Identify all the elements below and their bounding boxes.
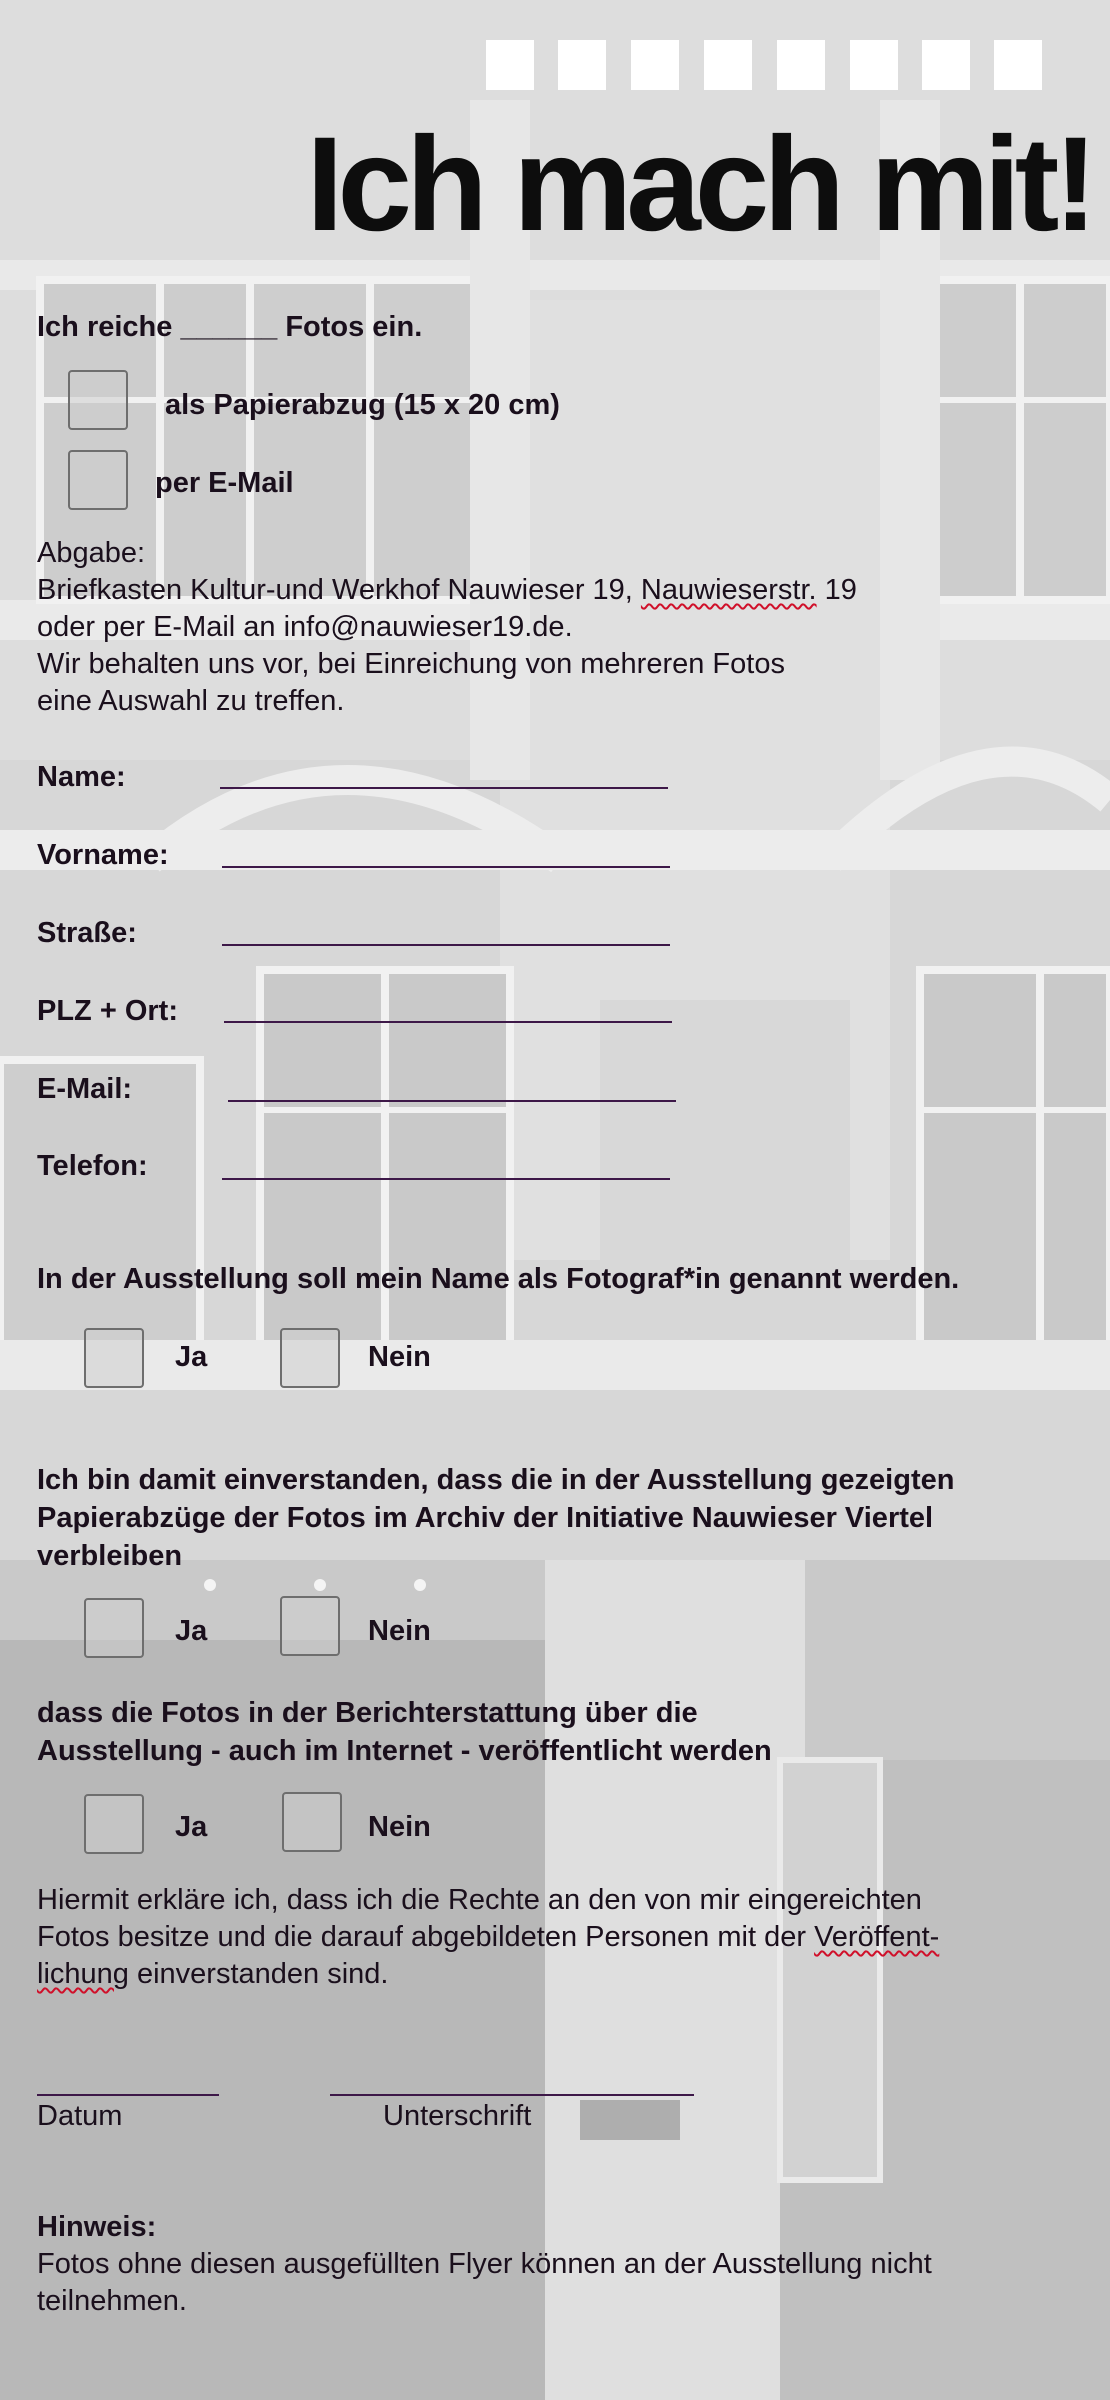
submission-line: oder per E-Mail an info@nauwieser19.de. bbox=[37, 611, 573, 643]
rights-line: Hiermit erkläre ich, dass ich die Rechte an den von mir eingereichten bbox=[37, 1884, 922, 1916]
photo-count-blank[interactable]: ______ bbox=[180, 311, 278, 343]
page-title: Ich mach mit! bbox=[306, 110, 1092, 259]
rights-hyphenated-word: Veröffent- bbox=[814, 1921, 940, 1953]
date-label: Datum bbox=[37, 2100, 123, 2132]
checkbox-q3-no[interactable] bbox=[282, 1792, 342, 1852]
q3-yes-label: Ja bbox=[175, 1811, 208, 1843]
checkbox-q3-yes[interactable] bbox=[84, 1794, 144, 1854]
submission-line: Wir behalten uns vor, bei Einreichung von mehreren Fotos bbox=[37, 648, 785, 680]
question-line: Ich bin damit einverstanden, dass die in der Ausstellung gezeigten bbox=[37, 1464, 955, 1496]
option-paper-print-label: als Papierabzug (15 x 20 cm) bbox=[165, 389, 560, 421]
perforation-square bbox=[850, 40, 898, 90]
q1-no-label: Nein bbox=[368, 1341, 431, 1373]
q2-no-label: Nein bbox=[368, 1615, 431, 1647]
field-line-telefon[interactable] bbox=[222, 1178, 670, 1180]
perforation-square bbox=[558, 40, 606, 90]
signature-label: Unterschrift bbox=[383, 2100, 532, 2132]
submission-street: Nauwieserstr. bbox=[640, 574, 817, 606]
perforation-square bbox=[994, 40, 1042, 90]
perforation-square bbox=[486, 40, 534, 90]
question-publication-consent bbox=[37, 1694, 1107, 1770]
rights-hyphenated-word-end: lichung bbox=[37, 1958, 129, 1990]
submission-line bbox=[37, 572, 1077, 609]
q1-yes-label: Ja bbox=[175, 1341, 208, 1373]
submission-info bbox=[37, 535, 1077, 720]
perforation-square bbox=[631, 40, 679, 90]
note-text bbox=[37, 2246, 1107, 2320]
question-line: verbleiben bbox=[37, 1540, 183, 1572]
field-line-vorname[interactable] bbox=[222, 866, 670, 868]
submission-line: eine Auswahl zu treffen. bbox=[37, 685, 345, 717]
field-line-email[interactable] bbox=[228, 1100, 676, 1102]
field-line-name[interactable] bbox=[220, 787, 668, 789]
submission-house-number: 19 bbox=[824, 574, 857, 606]
checkbox-paper-print[interactable] bbox=[68, 370, 128, 430]
field-label-vorname: Vorname: bbox=[37, 839, 169, 871]
signature-line[interactable] bbox=[330, 2094, 694, 2096]
q3-no-label: Nein bbox=[368, 1811, 431, 1843]
perforation-square bbox=[704, 40, 752, 90]
question-line: Papierabzüge der Fotos im Archiv der Initiative Nauwieser Viertel bbox=[37, 1502, 934, 1534]
checkbox-q1-no[interactable] bbox=[280, 1328, 340, 1388]
date-signature-line[interactable] bbox=[37, 2094, 219, 2096]
question-archive-consent bbox=[37, 1461, 1107, 1575]
checkbox-q2-no[interactable] bbox=[280, 1596, 340, 1656]
rights-declaration bbox=[37, 1882, 1107, 1993]
photo-count-prefix: Ich reiche bbox=[37, 311, 173, 343]
photo-count-suffix: Fotos ein. bbox=[285, 311, 423, 343]
field-label-email: E-Mail: bbox=[37, 1073, 133, 1105]
rights-line bbox=[37, 1956, 1107, 1993]
option-email-label: per E-Mail bbox=[155, 467, 294, 499]
perforation-square bbox=[922, 40, 970, 90]
question-line: dass die Fotos in der Berichterstattung über die bbox=[37, 1697, 698, 1729]
checkbox-q1-yes[interactable] bbox=[84, 1328, 144, 1388]
perforation-square bbox=[777, 40, 825, 90]
rights-line bbox=[37, 1919, 1107, 1956]
field-label-plz-ort: PLZ + Ort: bbox=[37, 995, 178, 1027]
rights-text: einverstanden sind. bbox=[136, 1958, 389, 1990]
note-heading: Hinweis: bbox=[37, 2211, 157, 2243]
rights-text: Fotos besitze und die darauf abgebildeten Personen mit der bbox=[37, 1921, 806, 1953]
note-line: Fotos ohne diesen ausgefüllten Flyer können an der Ausstellung nicht bbox=[37, 2248, 932, 2280]
field-label-strasse: Straße: bbox=[37, 917, 137, 949]
field-label-telefon: Telefon: bbox=[37, 1150, 148, 1182]
field-line-strasse[interactable] bbox=[222, 944, 670, 946]
submission-address: Briefkasten Kultur-und Werkhof Nauwieser 19, bbox=[37, 574, 633, 606]
field-label-name: Name: bbox=[37, 761, 126, 793]
submission-line: Abgabe: bbox=[37, 537, 146, 569]
photo-count-line bbox=[37, 310, 422, 344]
checkbox-q2-yes[interactable] bbox=[84, 1598, 144, 1658]
field-line-plz-ort[interactable] bbox=[224, 1021, 672, 1023]
note-line: teilnehmen. bbox=[37, 2285, 187, 2317]
question-name-credit: In der Ausstellung soll mein Name als Fotograf*in genannt werden. bbox=[37, 1263, 960, 1295]
q2-yes-label: Ja bbox=[175, 1615, 208, 1647]
question-line: Ausstellung - auch im Internet - veröffentlicht werden bbox=[37, 1735, 772, 1767]
checkbox-email[interactable] bbox=[68, 450, 128, 510]
